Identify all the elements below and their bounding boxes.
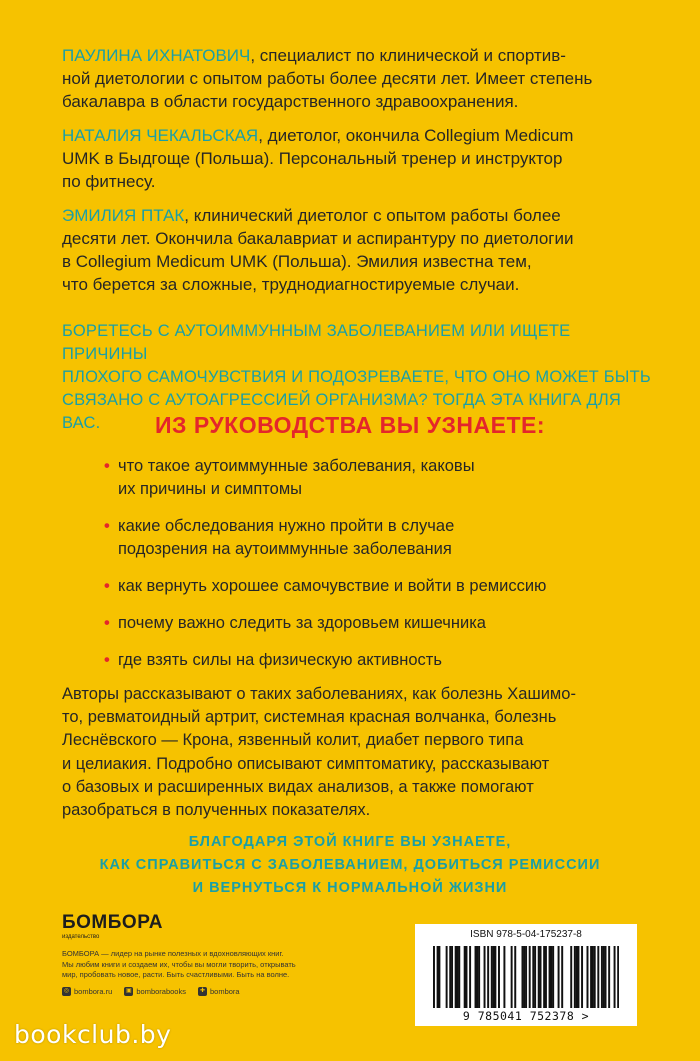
bullet-icon: • [104, 517, 110, 535]
callout-line: БОРЕТЕСЬ С АУТОИММУННЫМ ЗАБОЛЕВАНИЕМ ИЛИ ИЩЕТЕ ПРИЧИНЫ [62, 322, 571, 363]
author-bio-line: , клинический диетолог с опытом работы более [184, 206, 561, 225]
book-description [62, 683, 642, 822]
social-link-books[interactable] [124, 987, 186, 996]
isbn-barcode-box [415, 924, 637, 1026]
publisher-socials [62, 987, 402, 996]
closing-line: КАК СПРАВИТЬСЯ С ЗАБОЛЕВАНИЕМ, ДОБИТЬСЯ РЕМИССИИ [99, 857, 601, 873]
list-item-line: как вернуть хорошее самочувствие и войти в ремиссию [118, 577, 547, 595]
publisher-logo: БОМБОРА [62, 912, 163, 933]
author-name: ЭМИЛИЯ ПТАК [62, 206, 185, 225]
social-label: bomborabooks [136, 986, 186, 996]
list-item-line: где взять силы на физическую активность [118, 651, 442, 669]
author-bio-line: ной диетологии с опытом работы более десяти лет. Имеет степень [62, 69, 593, 88]
list-item [104, 575, 624, 598]
site-watermark: bookclub.by [14, 1020, 172, 1049]
author-bio-line: бакалавра в области государственного здравоохранения. [62, 92, 519, 111]
publisher-block [62, 913, 402, 996]
social-label: bombora [209, 986, 240, 996]
publisher-subtitle: издательство [62, 934, 100, 940]
closing-statement [0, 831, 700, 900]
list-item-line: что такое аутоиммунные заболевания, каковы [118, 457, 475, 475]
description-line: разобраться в полученных показателях. [62, 801, 371, 820]
author-name: НАТАЛИЯ ЧЕКАЛЬСКАЯ [62, 126, 259, 145]
barcode-digits: 9 785041 752378 > [462, 1009, 590, 1023]
description-line: Авторы рассказывают о таких заболеваниях, как болезнь Хашимо- [62, 685, 576, 703]
list-item [104, 515, 624, 561]
author-bio-line: десяти лет. Окончила бакалавриат и аспирантуру по диетологии [62, 229, 574, 248]
social-link-network[interactable] [198, 987, 240, 996]
author-bio-line: , диетолог, окончила Collegium Medicum [258, 126, 574, 145]
author-bio [62, 44, 632, 113]
author-bio-line: по фитнесу. [62, 172, 156, 191]
learning-points-list [104, 455, 624, 672]
list-item-line: подозрения на аутоиммунные заболевания [118, 540, 452, 558]
publisher-line: мир, пробовать новое, расти. Быть счастливыми. Быть на волне. [62, 970, 290, 979]
author-bio [62, 124, 632, 193]
description-line: о базовых и расширенных видах анализов, а также помогают [62, 777, 534, 796]
social-label: bombora.ru [74, 986, 113, 996]
closing-line: И ВЕРНУТЬСЯ К НОРМАЛЬНОЙ ЖИЗНИ [192, 880, 508, 896]
barcode-icon [433, 946, 619, 1008]
author-name: ПАУЛИНА ИХНАТОВИЧ [62, 46, 251, 65]
list-item [104, 649, 624, 672]
callout-line: ПЛОХОГО САМОЧУВСТВИЯ И ПОДОЗРЕВАЕТЕ, ЧТО ОНО МОЖЕТ БЫТЬ [62, 368, 651, 386]
author-bio-line: UMK в Быдгоще (Польша). Персональный тренер и инструктор [62, 149, 563, 168]
social-link-site[interactable] [62, 987, 112, 996]
description-line: Леснёвского — Крона, язвенный колит, диабет первого типа [62, 731, 524, 750]
bullet-icon: • [104, 651, 110, 669]
isbn-label: ISBN 978-5-04-175237-8 [470, 929, 582, 940]
description-line: то, ревматоидный артрит, системная красная волчанка, болезнь [62, 708, 557, 727]
list-item [104, 612, 624, 635]
social-icon: ✚ [199, 987, 205, 994]
bullet-icon: • [104, 614, 110, 632]
list-item [104, 455, 624, 501]
list-item-line: почему важно следить за здоровьем кишечника [118, 614, 486, 632]
authors-section [62, 44, 632, 307]
author-bio-line: что берется за сложные, труднодиагностируемые случаи. [62, 275, 520, 294]
author-bio [62, 204, 632, 296]
description-line: и целиакия. Подробно описывают симптоматику, рассказывают [62, 754, 550, 773]
author-bio-line: в Collegium Medicum UMK (Польша). Эмилия известна тем, [62, 252, 532, 271]
section-heading: ИЗ РУКОВОДСТВА ВЫ УЗНАЕТЕ: [154, 412, 545, 438]
closing-line: БЛАГОДАРЯ ЭТОЙ КНИГЕ ВЫ УЗНАЕТЕ, [188, 834, 512, 850]
globe-icon: ◎ [63, 987, 70, 994]
list-item-line: какие обследования нужно пройти в случае [118, 517, 455, 535]
publisher-description [62, 949, 392, 981]
publisher-line: Мы любим книги и создаем их, чтобы вы могли творить, открывать [62, 959, 296, 969]
bullet-icon: • [104, 457, 110, 475]
bullet-icon: • [104, 577, 110, 595]
social-icon: ▣ [126, 987, 132, 994]
list-item-line: их причины и симптомы [118, 480, 303, 498]
publisher-line: БОМБОРА — лидер на рынке полезных и вдохновляющих книг. [62, 949, 284, 958]
callout-line: СВЯЗАНО С АУТОАГРЕССИЕЙ ОРГАНИЗМА? ТОГДА ЭТА КНИГА ДЛЯ ВАС. [62, 391, 621, 432]
author-bio-line: , специалист по клинической и спортив- [250, 46, 566, 65]
